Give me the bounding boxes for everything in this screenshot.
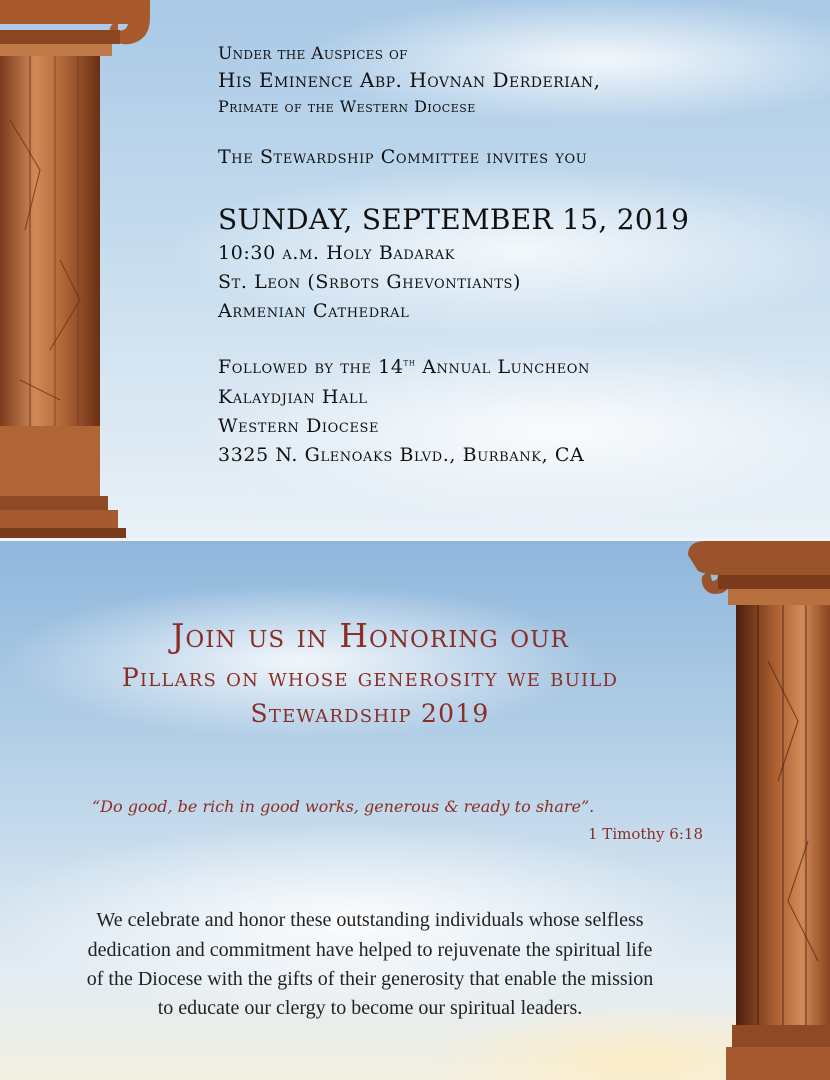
- ionic-column-left: [0, 0, 160, 541]
- address: 3325 N. Glenoaks Blvd., Burbank, CA: [218, 444, 585, 466]
- honor-subtitle: Pillars on whose generosity we build: [121, 663, 619, 692]
- luncheon-suffix: Annual Luncheon: [415, 356, 591, 378]
- service-time: 10:30 a.m. Holy Badarak: [218, 242, 456, 264]
- honor-title: Join us in Honoring our: [171, 616, 569, 655]
- event-date: SUNDAY, SEPTEMBER 15, 2019: [218, 203, 690, 236]
- honor-paragraph-line: We celebrate and honor these outstanding individuals whose selfless: [96, 909, 644, 931]
- honor-paragraph-line: of the Diocese with the gifts of their generosity that enable the mission: [86, 968, 654, 990]
- scripture-reference: 1 Timothy 6:18: [588, 825, 703, 843]
- church-type: Armenian Cathedral: [218, 300, 410, 322]
- eminence-line: His Eminence Abp. Hovnan Derderian,: [218, 68, 601, 92]
- hall-name: Kalaydjian Hall: [218, 386, 368, 408]
- honor-paragraph-line: to educate our clergy to become our spiritual leaders.: [157, 997, 583, 1019]
- auspices-line: Under the Auspices of: [218, 44, 408, 64]
- diocese-name: Western Diocese: [218, 415, 380, 437]
- honor-paragraph-line: dedication and commitment have helped to rejuvenate the spiritual life: [87, 939, 653, 961]
- church-name: St. Leon (Srbots Ghevontiants): [218, 271, 521, 293]
- scripture-quote: “Do good, be rich in good works, generous & ready to share”.: [92, 797, 595, 816]
- ordinal-suffix: th: [403, 357, 416, 369]
- stewardship-year: Stewardship 2019: [250, 699, 490, 728]
- honor-panel: [0, 541, 830, 1080]
- invitation-line: The Stewardship Committee invites you: [218, 146, 588, 168]
- luncheon-line: [218, 356, 590, 378]
- luncheon-prefix: Followed by the 14: [218, 356, 404, 378]
- primate-line: Primate of the Western Diocese: [218, 97, 476, 116]
